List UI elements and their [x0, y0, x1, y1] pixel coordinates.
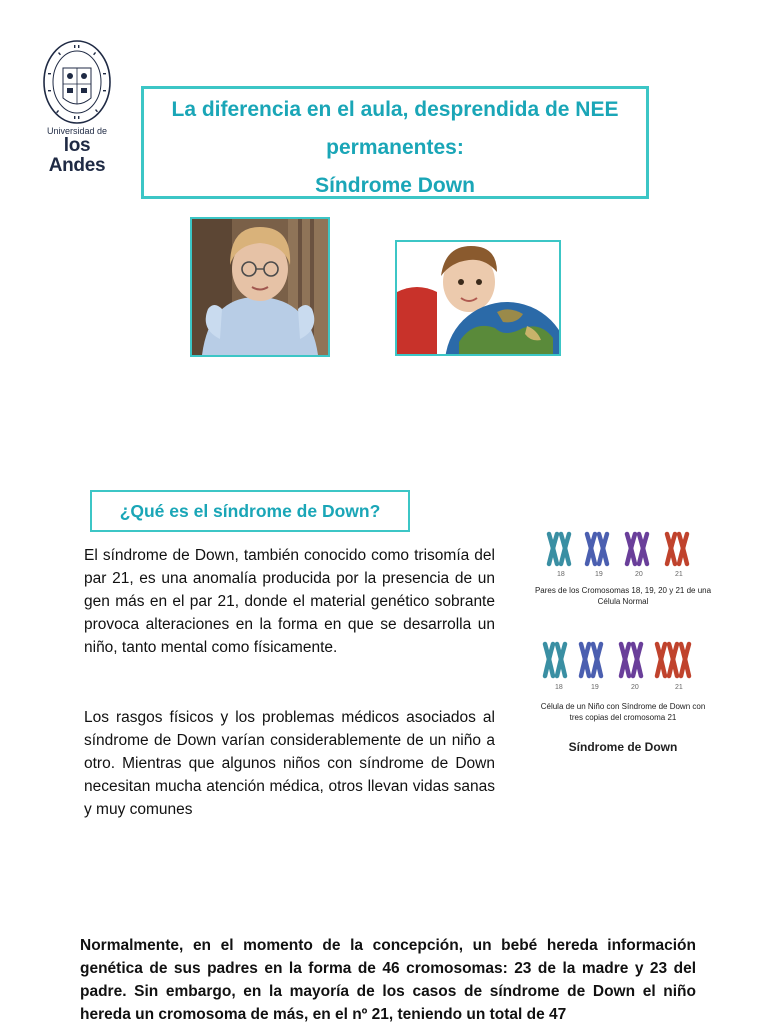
chromosome-number: 21 [675, 684, 683, 691]
page-title-line-1: La diferencia en el aula, desprendida de NEE [171, 98, 619, 121]
chromosome-number: 18 [555, 684, 563, 691]
page-title-box [141, 86, 649, 199]
chromosome [681, 644, 689, 676]
chromosome [581, 644, 589, 676]
paragraph-traits: Los rasgos físicos y los problemas médicos asociados al síndrome de Down varían considerablemente de un niño a otro. Mientras que algunos niños con síndrome de Down necesitan mucha atención médica, otros llevan vidas sanas y muy comunes [84, 709, 495, 818]
section-heading-box [90, 490, 410, 532]
section-heading: ¿Qué es el síndrome de Down? [119, 501, 381, 521]
chromosome-number: 20 [635, 571, 643, 578]
chromosome [557, 644, 565, 676]
chromosome [621, 644, 629, 676]
chromosome [679, 534, 687, 564]
paragraph-chromosomes: Normalmente, en el momento de la concepción, un bebé hereda información genética de sus padres en la forma de 46 cromosomas: 23 de la madre y 23 del padre. Sin embargo, en la mayoría de los casos de síndrome de Down el niño hereda un cromosoma de más, en el nº 21, teniendo un total de 47 [80, 937, 696, 1023]
chromosome [549, 534, 557, 564]
chromosome-number: 19 [595, 571, 603, 578]
paragraph-definition: El síndrome de Down, también conocido como trisomía del par 21, es una anomalía producida por la presencia de un gen más en el par 21, donde el material genético sobrante provoca alteraciones en la forma en que se desarrolla un niño, tanto mental como físicamente. [84, 547, 495, 656]
page-title-line-2: permanentes: [326, 136, 464, 159]
chromosome-number: 19 [591, 684, 599, 691]
karyotype-title: Síndrome de Down [568, 740, 678, 754]
photo-boy-on-globe [395, 240, 561, 356]
chromosome [669, 644, 677, 676]
chromosome [633, 644, 641, 676]
photo-girl-with-glasses [190, 217, 330, 357]
chromosome [627, 534, 635, 564]
caption-down-cell: Célula de un Niño con Síndrome de Down con tres copias del cromosoma 21 [540, 702, 706, 722]
chromosome [667, 534, 675, 564]
caption-normal-cell: Pares de los Cromosomas 18, 19, 20 y 21 de una Célula Normal [534, 586, 712, 606]
page-title-line-3: Síndrome Down [315, 174, 475, 197]
logo-title: los Andes [48, 135, 106, 176]
university-logo [36, 38, 118, 176]
chromosome [593, 644, 601, 676]
chromosome [657, 644, 665, 676]
chromosome-number: 21 [675, 571, 683, 578]
chromosome [639, 534, 647, 564]
chromosome [599, 534, 607, 564]
chromosome-number: 18 [557, 571, 565, 578]
logo-subtitle: Universidad de [46, 126, 108, 136]
university-seal-icon [41, 38, 113, 126]
karyotype-figure [533, 524, 713, 764]
chromosome [545, 644, 553, 676]
chromosome [561, 534, 569, 564]
chromosome [587, 534, 595, 564]
chromosome-illustration [533, 524, 713, 764]
chromosome-number: 20 [631, 684, 639, 691]
